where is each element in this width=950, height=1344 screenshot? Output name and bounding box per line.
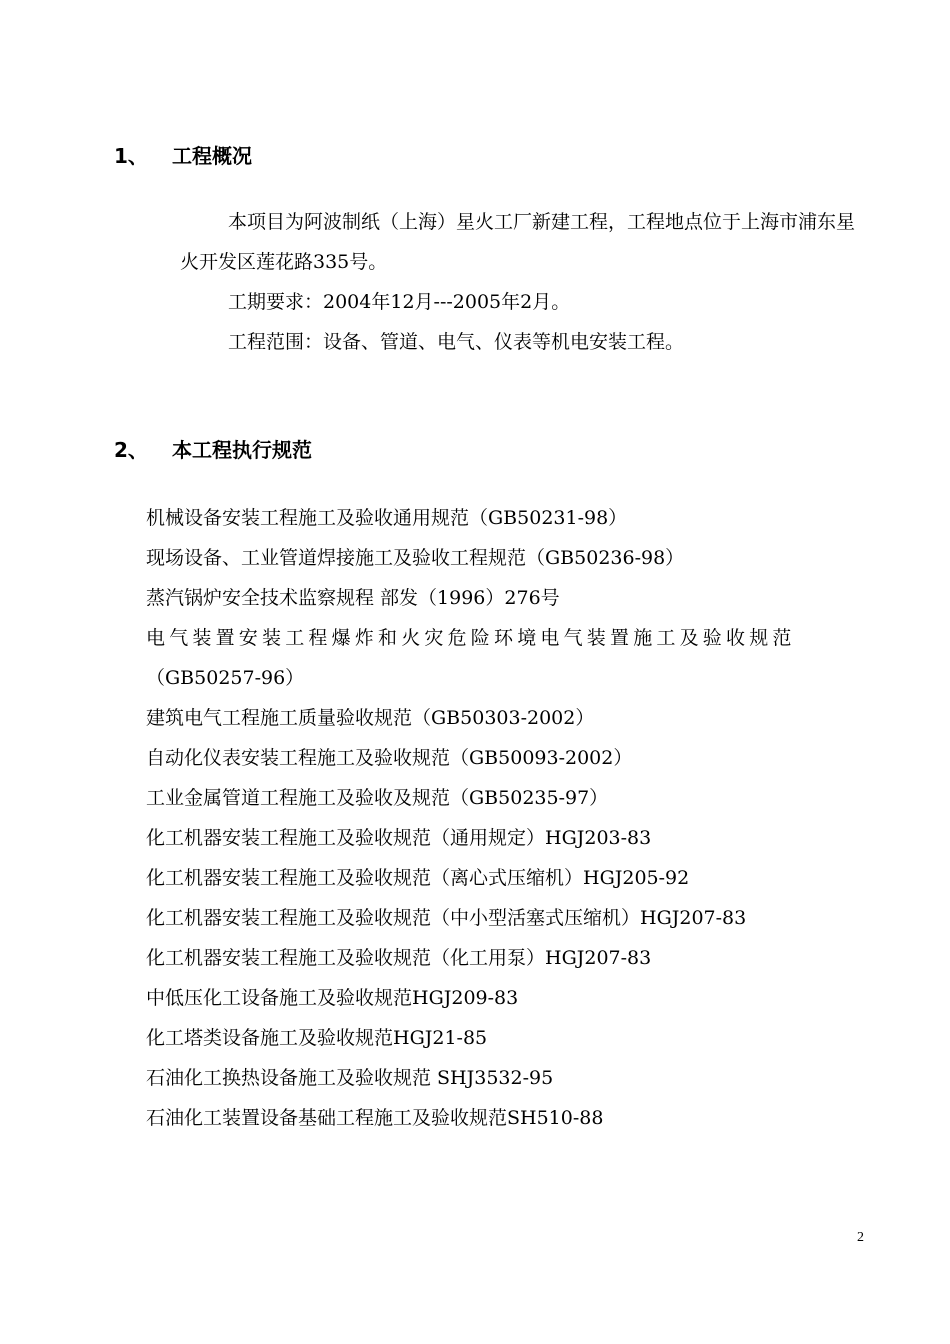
standard-item: 现场设备、工业管道焊接施工及验收工程规范（GB50236-98） [146,547,685,569]
project-overview [180,202,870,362]
standard-item: 自动化仪表安装工程施工及验收规范（GB50093-2002） [146,747,633,769]
overview-paragraph-schedule: 工期要求：2004年12月---2005年2月。 [228,291,571,313]
standard-item: 石油化工装置设备基础工程施工及验收规范SH510-88 [146,1107,604,1129]
section-number: 1、 [114,144,148,168]
overview-paragraph-location: 本项目为阿波制纸（上海）星火工厂新建工程，工程地点位于上海市浦东星火开发区莲花路335号。 [180,211,856,273]
standard-item: 工业金属管道工程施工及验收及规范（GB50235-97） [146,787,609,809]
standard-item-continuation: （GB50257-96） [146,667,305,689]
section-number: 2、 [114,438,148,462]
page-number: 2 [857,1230,864,1245]
section-title: 本工程执行规范 [172,438,312,462]
standard-item: 电气装置安装工程爆炸和火灾危险环境电气装置施工及验收规范 [146,627,796,649]
standard-item: 化工机器安装工程施工及验收规范（离心式压缩机）HGJ205-92 [146,867,690,889]
section-title: 工程概况 [172,144,252,168]
standard-item: 机械设备安装工程施工及验收通用规范（GB50231-98） [146,507,628,529]
section-heading-2 [114,436,514,464]
overview-paragraph-scope: 工程范围：设备、管道、电气、仪表等机电安装工程。 [228,331,685,353]
standard-item: 中低压化工设备施工及验收规范HGJ209-83 [146,987,519,1009]
standards-list [146,498,862,1138]
standard-item: 石油化工换热设备施工及验收规范 SHJ3532-95 [146,1067,554,1089]
standard-item: 化工机器安装工程施工及验收规范（通用规定）HGJ203-83 [146,827,652,849]
standard-item: 建筑电气工程施工质量验收规范（GB50303-2002） [146,707,595,729]
standard-item: 化工机器安装工程施工及验收规范（化工用泵）HGJ207-83 [146,947,652,969]
standard-item: 化工塔类设备施工及验收规范HGJ21-85 [146,1027,488,1049]
standard-item: 蒸汽锅炉安全技术监察规程 部发（1996）276号 [146,587,560,609]
section-heading-1 [114,142,514,170]
standard-item: 化工机器安装工程施工及验收规范（中小型活塞式压缩机）HGJ207-83 [146,907,747,929]
